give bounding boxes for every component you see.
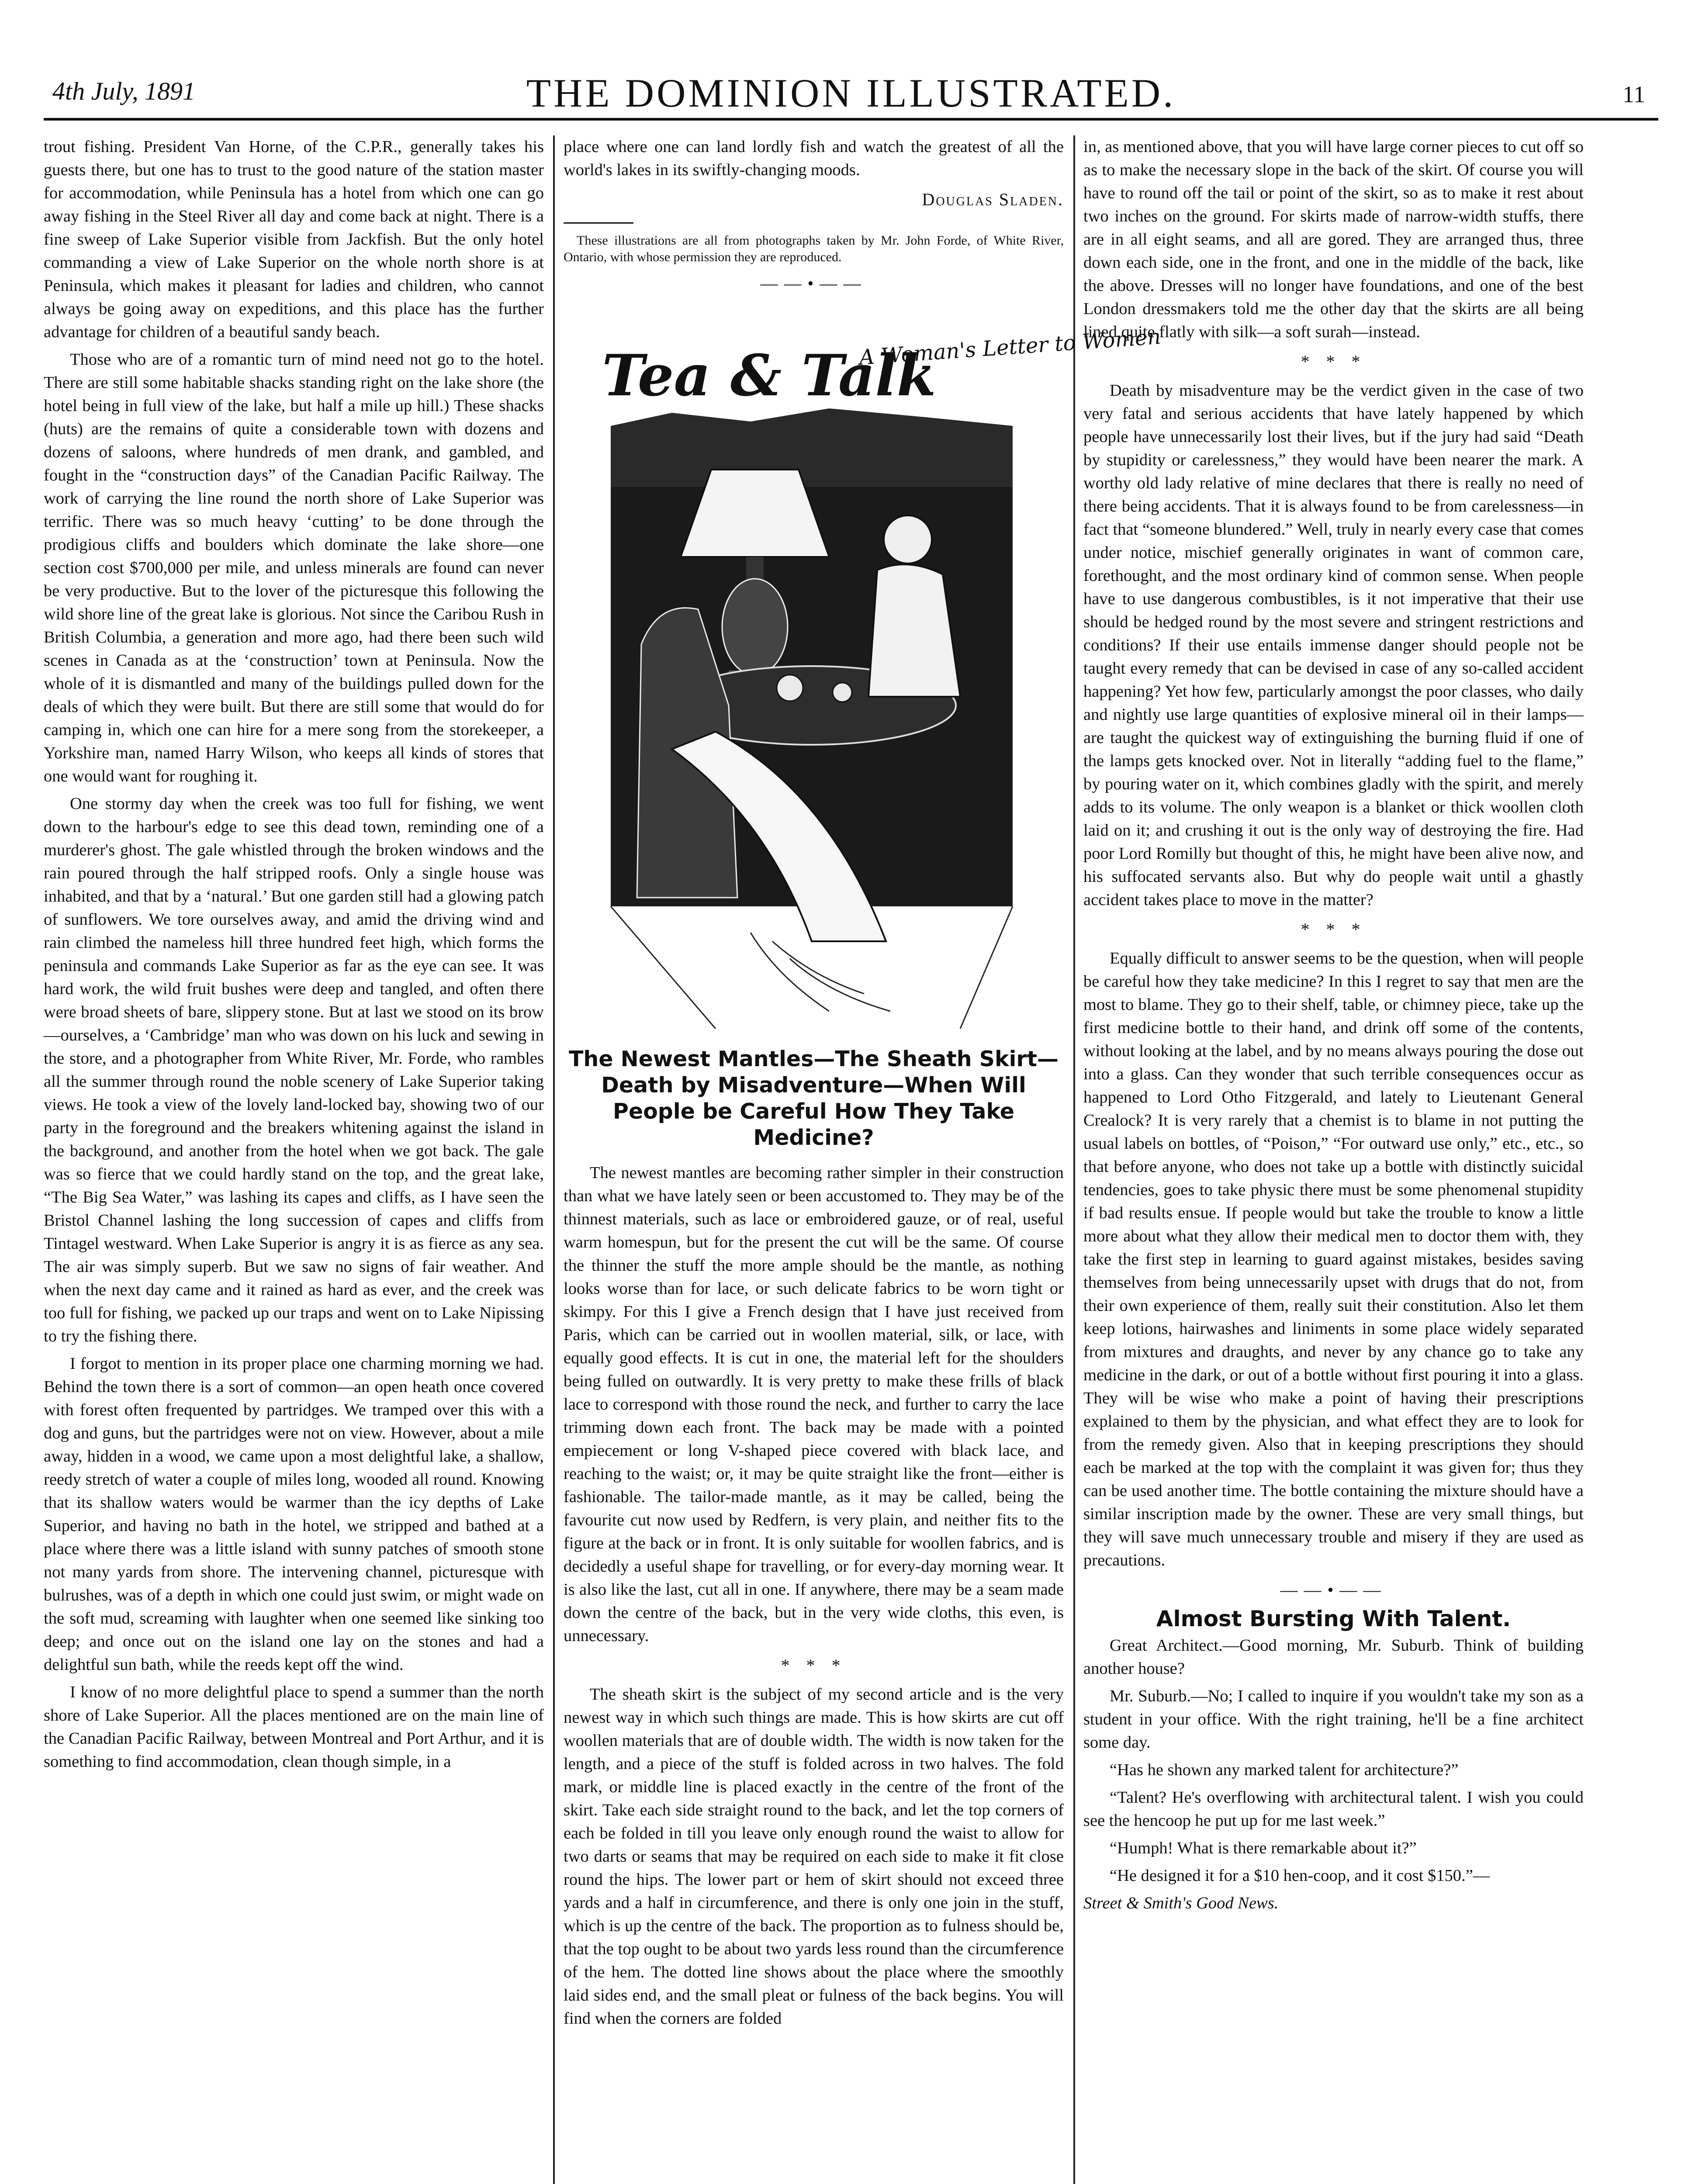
dialogue-line: Mr. Suburb.—No; I called to inquire if you wouldn't take my son as a student in your office. With the right training, he'll be a fine architect some day. — [1083, 1687, 1584, 1752]
source-credit: Street & Smith's Good News. — [1083, 1894, 1279, 1912]
paragraph: place where one can land lordly fish and watch the greatest of all the world's lakes in its swiftly-changing moods. — [564, 138, 1064, 179]
dialogue-line: Great Architect.—Good morning, Mr. Suburb. Think of building another house? — [1083, 1636, 1584, 1678]
lamp-base — [722, 579, 788, 675]
dialogue-line: “Humph! What is there remarkable about it?” — [1110, 1839, 1417, 1857]
page-header — [44, 52, 1658, 115]
author-signature: Douglas Sladen. — [922, 190, 1064, 209]
column-1 — [44, 135, 544, 2184]
section-break: * * * — [1301, 352, 1366, 371]
paragraph: trout fishing. President Van Horne, of the C.P.R., generally takes his guests there, but one has to trust to the good nature of the station master for accommodation, while Peninsula has a hotel from which one can go away fishing in the Steel River all day and come back at night. There is a fine sweep of Lake Superior visible from Jackfish. But the only hotel commanding a view of Lake Superior on the whole north shore is at Peninsula, which makes it pleasant for ladies and children, who cannot always be going away on expeditions, and this place has the further advantage for children of a beautiful sandy beach. — [44, 138, 544, 341]
paragraph: The sheath skirt is the subject of my second article and is the very newest way in which such things are made. This is how skirts are cut off woollen materials that are of double width. The width is now taken for the length, and a piece of the stuff is folded across in two halves. The fold mark, or middle line is placed exactly in the centre of the front of the skirt. Take each side straight round to the back, and let the top corners of each be folded in till you leave only enough round the waist to allow for two darts or seams that may be required on each side to make it fit close round the hips. The lower part or hem of skirt should not exceed three yards and a half in circumference, and there is only one join in the stuff, which is up the centre of the back. The proportion as to fulness should be, that the top ought to be about two yards less round than the circumference of the hem. The dotted line shows about the place where the smoothly laid sides end, and the small pleat or fulness of the back begins. You will find when the corners are folded — [564, 1685, 1064, 2028]
dialogue-line: “Has he shown any marked talent for architecture?” — [1110, 1761, 1459, 1779]
illustration-subtitle: A Woman's Letter to Women — [858, 324, 1162, 370]
ornament-divider: ——•—— — [760, 273, 867, 293]
column-divider — [553, 135, 555, 2184]
paragraph: in, as mentioned above, that you will have large corner pieces to cut off so as to make the necessary slope in the back of the skirt. Of course you will have to round off the tail or point of the skirt, so as to make it rest about two inches on the ground. For skirts made of narrow-width stuffs, there are in all eight seams, and all are gored. They are arranged thus, three down each side, one in the front, and one in the middle of the back, like the above. Dresses will no longer have foundations, and one of the best London dressmakers told me the other day that the skirts are all being lined quite flatly with silk—a soft surah—instead. — [1083, 138, 1584, 341]
section-break: * * * — [781, 1655, 847, 1675]
paragraph: I know of no more delightful place to spend a summer than the north shore of Lake Superior. All the places mentioned are on the main line of the Canadian Pacific Railway, between Montreal and Port Arthur, and it is something to find accommodation, clean though simple, in a — [44, 1683, 544, 1771]
paragraph: I forgot to mention in its proper place one charming morning we had. Behind the town there is a sort of common—an open heath once covered with forest often frequented by partridges. We tramped over this with a dog and guns, but the partridges were not on view. However, about a mile away, hidden in a wood, we came upon a most delightful lake, a shallow, reedy stretch of water a couple of miles long, wooded all round. Knowing that its shallow waters would be warmer than the icy depths of Lake Superior, and having no bath in the hotel, we stripped and bathed at a place where there was a little island with sunny patches of smooth stone not many yards from shore. The intervening channel, picturesque with bulrushes, was of a depth in which one could just swim, or might wade on the soft mud, screaming with laughter when one seemed like sinking too deep; and once out on the island one lay on the stones and had a delightful sun bath, while the reeds kept off the wind. — [44, 1355, 544, 1674]
column-3 — [1083, 135, 1584, 2184]
paragraph: The newest mantles are becoming rather simpler in their construction than what we have lately seen or been accustomed to. They may be of the thinnest materials, such as lace or embroidered gauze, or of real, useful warm homespun, but for the present the cut will be the same. Of course the thinner the stuff the more ample should be the mantle, as nothing looks worse than for lace, or such delicate fabrics to be worn tight or skimpy. For this I give a French design that I have just received from Paris, which can be carried out in woollen material, silk, or lace, with equally good effects. It is cut in one, the material left for the shoulders being fulled on outwardly. It is very pretty to make these frills of black lace to correspond with those round the neck, and further to carry the lace trimming down each front. The back may be made with a pointed empiecement or long V-shaped piece covered with black lace, and reaching to the waist; or, it may be quite straight like the front—either is fashionable. The tailor-made mantle, as it may be called, being the favourite cut now used by Redfern, is very plain, and neither fits to the figure at the back or in front. It is only suitable for woollen fabrics, and is decidedly a useful shape for travelling, or for every-day morning wear. It is also like the last, cut all in one. If anywhere, there may be a seam made down the centre of the back, but in the very wide cloths, this even, is unnecessary. — [564, 1164, 1064, 1645]
column-divider — [1073, 135, 1075, 2184]
masthead: THE DOMINION ILLUSTRATED. — [526, 71, 1176, 115]
header-rule — [44, 118, 1658, 121]
dialogue-line: “Talent? He's overflowing with architectural talent. I wish you could see the hencoop he put up for me last week.” — [1083, 1788, 1584, 1830]
paragraph: Equally difficult to answer seems to be the question, when will people be careful how they take medicine? In this I regret to say that men are the most to blame. They go to their shelf, table, or chimney piece, take up the first medicine bottle to their hand, and drink off some of the contents, without looking at the label, and by no means always pouring the dose out into a glass. Can they wonder that such terrible consequences occur as happened to Lord Otho Fitzgerald, and lately to Lieutenant General Crealock? It is very rarely that a chemist is to blame in not putting the usual labels on bottles, of “Poison,” “For outward use only,” etc., etc., so that before anyone, who does not take up a bottle with distinctly suicidal tendencies, goes to take physic there must be some phenomenal stupidity if bad results ensue. If people would but take the trouble to know a little more about what they allow their medical men to doctor them with, they take the first step in learning to guard against mistakes, besides saving themselves from being unnecessarily upset with drugs that do not, from their own experience of them, really suit their constitution. Also let them keep lotions, hairwashes and liniments in some place widely separated from mixtures and draughts, and never by any chance go to take any medicine in the dark, or out of a bottle without first pouring it into a glass. They will be wise who make a point of having their prescriptions explained to them by the physician, and what effect they are to look for from the remedy given. Also that in keeping prescriptions they should each be marked at the top with the complaint it was given for; thus they can be used another time. The bottle containing the mixture should have a similar inscription made by the owner. These are very small things, but they will save much unnecessary trouble and misery if they are used as precautions. — [1083, 949, 1584, 1569]
dialogue-line: “He designed it for a $10 hen-coop, and it cost $150.”— — [1110, 1866, 1490, 1885]
issue-date: 4th July, 1891 — [52, 77, 196, 105]
tea-and-talk-illustration — [585, 312, 1162, 1037]
photo-credit-note: These illustrations are all from photographs taken by Mr. John Forde, of White River, Ontario, with whose permission they are reproduced. — [564, 233, 1064, 264]
page-number: 11 — [1622, 81, 1645, 107]
section-break: * * * — [1301, 919, 1366, 939]
woman-figure-head — [884, 515, 932, 563]
column-2 — [564, 135, 1162, 2184]
illustration-title: Tea & Talk — [602, 342, 936, 409]
ornament-divider: ——•—— — [1280, 1580, 1387, 1600]
paragraph: Death by misadventure may be the verdict given in the case of two very fatal and serious accidents that have lately happened by which people have unnecessarily lost their lives, but if the jury had said “Death by stupidity or carelessness,” they would have been nearer the mark. A worthy old lady relative of mine declares that there is really no need of there being accidents. That it is always found to be from carelessness—in fact that “someone blundered.” Well, truly in nearly every case that comes under notice, mischief generally originates in want of common care, forethought, and the most ordinary kind of common sense. When people have to use dangerous combustibles, is it not imperative that their use should be hedged round by the most severe and stringent restrictions and conditions? If their use entails immense danger should people not be taught every remedy that can be devised in case of any so-called accident happening? Yet how few, particularly amongst the poor classes, who daily and nightly use large quantities of explosive mineral oil in their lamps—are taught the quickest way of extinguishing the burning fluid if one of the lamps gets knocked over. Not in literally “adding fuel to the flame,” by pouring water on it, which combines gladly with the spirit, and merely adds to its volume. The only weapon is a blanket or thick woollen cloth laid on it; and crushing it out is the only way of destroying the fire. Had poor Lord Romilly but thought of this, he might have been alive now, and his suffocated servants also. But why do people wait until a ghastly accident takes place to move in the matter? — [1083, 381, 1584, 909]
paragraph: One stormy day when the creek was too full for fishing, we went down to the harbour's edge to see this dead town, reminding one of a murderer's ghost. The gale whistled through the broken windows and the rain poured through the half stripped roofs. Only a single house was inhabited, and that by a ‘natural.’ But one garden still had a glowing patch of sunflowers. We tore ourselves away, and amid the driving wind and rain climbed the nameless hill three hundred feet high, which forms the peninsula and commands Lake Superior as far as the eye can see. It was hard work, the wild fruit bushes were deep and tangled, and often there were broad sheets of bare, slippery stone. But at last we stood on its brow—ourselves, a ‘Cambridge’ man who was down on his luck and sewing in the store, and a photographer from White River, Mr. Forde, who rambles all the summer through round the noble scenery of Lake Superior taking views. He took a view of the lovely land-locked bay, showing two of our party in the foreground and the breakers whitening against the island in the background, and another from the hotel when we got back. The gale was so fierce that we could hardly stand on the top, and the great lake, “The Big Sea Water,” was lashing its capes and cliffs, as I have seen the Bristol Channel lashing the long succession of capes and cliffs from Tintagel westward. When Lake Superior is angry it is as fierce as any sea. The air was simply superb. But we saw no signs of fair weather. And when the next day came and it rained as hard as ever, and the creek was too full for fishing, we packed up our traps and went on to Lake Nipissing to try the fishing there. — [44, 795, 544, 1345]
paragraph: Those who are of a romantic turn of mind need not go to the hotel. There are still some habitable shacks standing right on the lake shore (the hotel being in full view of the lake, but half a mile up hill.) These shacks (huts) are the remains of quite a considerable town with dozens and dozens of saloons, where hundreds of men drank, and gambled, and fought in the “construction days” of the Canadian Pacific Railway. The work of carrying the line round the north shore of Lake Superior was terrific. There was so much heavy ‘cutting’ to be done through the prodigious cliffs and boulders which dominate the lake shore—one section cost $700,000 per mile, and unless minerals are found can never be very productive. But to the lover of the picturesque this following the wild shore line of the great lake is glorious. Not since the Caribou Rush in British Columbia, a generation and more ago, had there been such wild scenes in Canada as at the ‘construction’ town at Peninsula. Now the whole of it is dismantled and many of the buildings pulled down for the deals of which they were built. But there are still some that would do for camping in, which one can hire for a mere song from the storekeeper, a Yorkshire man, named Harry Wilson, who keeps all kinds of stores that one would want for roughing it. — [44, 350, 544, 785]
article-headline: The Newest Mantles—The Sheath Skirt—Death by Misadventure—When Will People be Careful How They Take Medicine? — [568, 1047, 1059, 1150]
sidebar-headline: Almost Bursting With Talent. — [1156, 1606, 1511, 1631]
short-rule — [564, 222, 633, 224]
